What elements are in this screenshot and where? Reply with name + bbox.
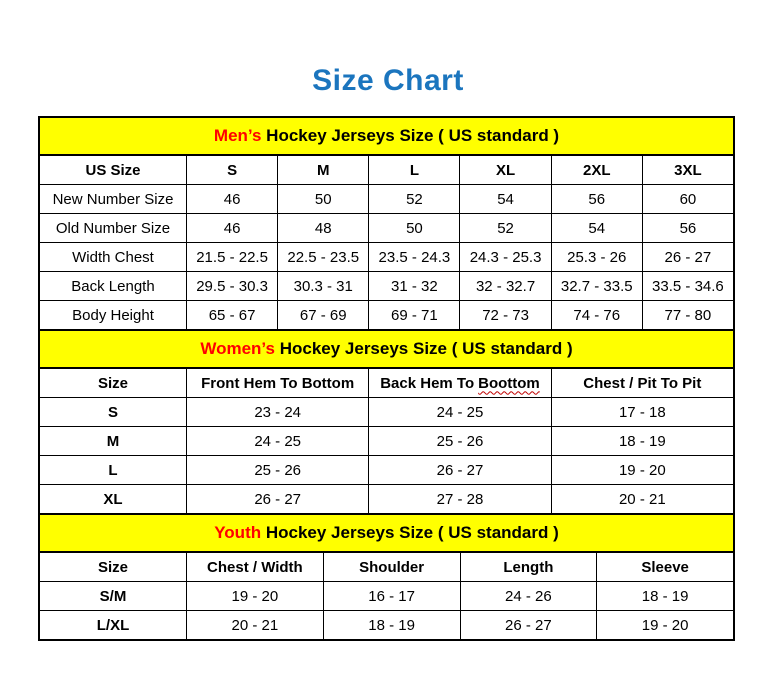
data-cell: 18 - 19 [596,581,733,610]
data-cell: 18 - 19 [323,610,460,639]
data-cell: 56 [551,184,642,213]
column-header-cell: Chest / Width [186,553,323,581]
data-cell: 52 [368,184,459,213]
data-cell: 20 - 21 [186,610,323,639]
page-title: Size Chart [312,64,464,97]
data-cell: 32.7 - 33.5 [551,271,642,300]
data-cell: 16 - 17 [323,581,460,610]
data-cell: 29.5 - 30.3 [186,271,277,300]
womens-section-title-text: Hockey Jerseys Size ( US standard ) [274,339,573,358]
data-cell: 69 - 71 [368,300,459,329]
data-cell: 33.5 - 34.6 [642,271,733,300]
row-label-cell: Body Height [40,300,186,329]
data-cell: 67 - 69 [277,300,368,329]
column-header-cell: Chest / Pit To Pit [551,369,733,397]
data-cell: 17 - 18 [551,397,733,426]
column-header-cell: Front Hem To Bottom [186,369,368,397]
data-cell: 31 - 32 [368,271,459,300]
column-header-cell: Length [460,553,597,581]
data-cell: 26 - 27 [368,455,550,484]
data-cell: 65 - 67 [186,300,277,329]
column-header-cell-misspelled [368,369,550,397]
data-cell: 27 - 28 [368,484,550,513]
data-cell: 25.3 - 26 [551,242,642,271]
data-cell: 72 - 73 [459,300,550,329]
data-cell: 77 - 80 [642,300,733,329]
youth-section-accent: Youth [214,523,262,542]
data-cell: 20 - 21 [551,484,733,513]
misspelled-word-spellcheck-underline: Boottom [478,374,540,392]
data-cell: 30.3 - 31 [277,271,368,300]
data-cell: 48 [277,213,368,242]
data-cell: 50 [368,213,459,242]
row-label-cell: L/XL [40,610,186,639]
row-label-cell: Old Number Size [40,213,186,242]
column-header-cell: L [368,156,459,184]
data-cell: 56 [642,213,733,242]
womens-section-header [40,329,733,369]
data-cell: 26 - 27 [460,610,597,639]
data-cell: 25 - 26 [186,455,368,484]
data-cell: 24 - 26 [460,581,597,610]
data-cell: 50 [277,184,368,213]
mens-section-header [40,118,733,156]
column-header-cell: 2XL [551,156,642,184]
data-cell: 32 - 32.7 [459,271,550,300]
youth-size-grid [40,553,733,639]
column-header-cell: Size [97,374,128,392]
row-label-cell: M [40,426,186,455]
youth-section-header [40,513,733,553]
column-header-cell: S [186,156,277,184]
data-cell: 22.5 - 23.5 [277,242,368,271]
data-cell: 24.3 - 25.3 [459,242,550,271]
data-cell: 54 [459,184,550,213]
column-header-cell: XL [459,156,550,184]
data-cell: 46 [186,213,277,242]
row-label-cell: New Number Size [40,184,186,213]
column-header-cell: US Size [85,161,141,179]
data-cell: 25 - 26 [368,426,550,455]
row-label-cell: Back Length [40,271,186,300]
row-label-cell: Width Chest [40,242,186,271]
column-header-cell: M [277,156,368,184]
size-chart-table [38,116,735,641]
data-cell: 60 [642,184,733,213]
data-cell: 19 - 20 [551,455,733,484]
column-header-cell: Sleeve [596,553,733,581]
data-cell: 52 [459,213,550,242]
column-header-cell: 3XL [642,156,733,184]
womens-size-grid [40,369,733,513]
data-cell: 54 [551,213,642,242]
data-cell: 74 - 76 [551,300,642,329]
mens-section-title-text: Hockey Jerseys Size ( US standard ) [261,126,560,145]
row-label-cell: S [40,397,186,426]
data-cell: 23.5 - 24.3 [368,242,459,271]
column-header-cell: Shoulder [323,553,460,581]
data-cell: 23 - 24 [186,397,368,426]
row-label-cell: L [40,455,186,484]
row-label-cell: XL [40,484,186,513]
row-label-cell: S/M [40,581,186,610]
womens-section-accent: Women’s [200,339,275,358]
youth-section-title-text: Hockey Jerseys Size ( US standard ) [261,523,559,542]
data-cell: 26 - 27 [642,242,733,271]
data-cell: 24 - 25 [186,426,368,455]
data-cell: 19 - 20 [186,581,323,610]
mens-size-grid [40,156,733,329]
mens-section-accent: Men’s [213,126,262,145]
data-cell: 18 - 19 [551,426,733,455]
data-cell: 19 - 20 [596,610,733,639]
data-cell: 46 [186,184,277,213]
data-cell: 21.5 - 22.5 [186,242,277,271]
data-cell: 24 - 25 [368,397,550,426]
column-header-cell: Size [97,558,128,576]
column-header-text: Back Hem To [380,374,475,392]
data-cell: 26 - 27 [186,484,368,513]
